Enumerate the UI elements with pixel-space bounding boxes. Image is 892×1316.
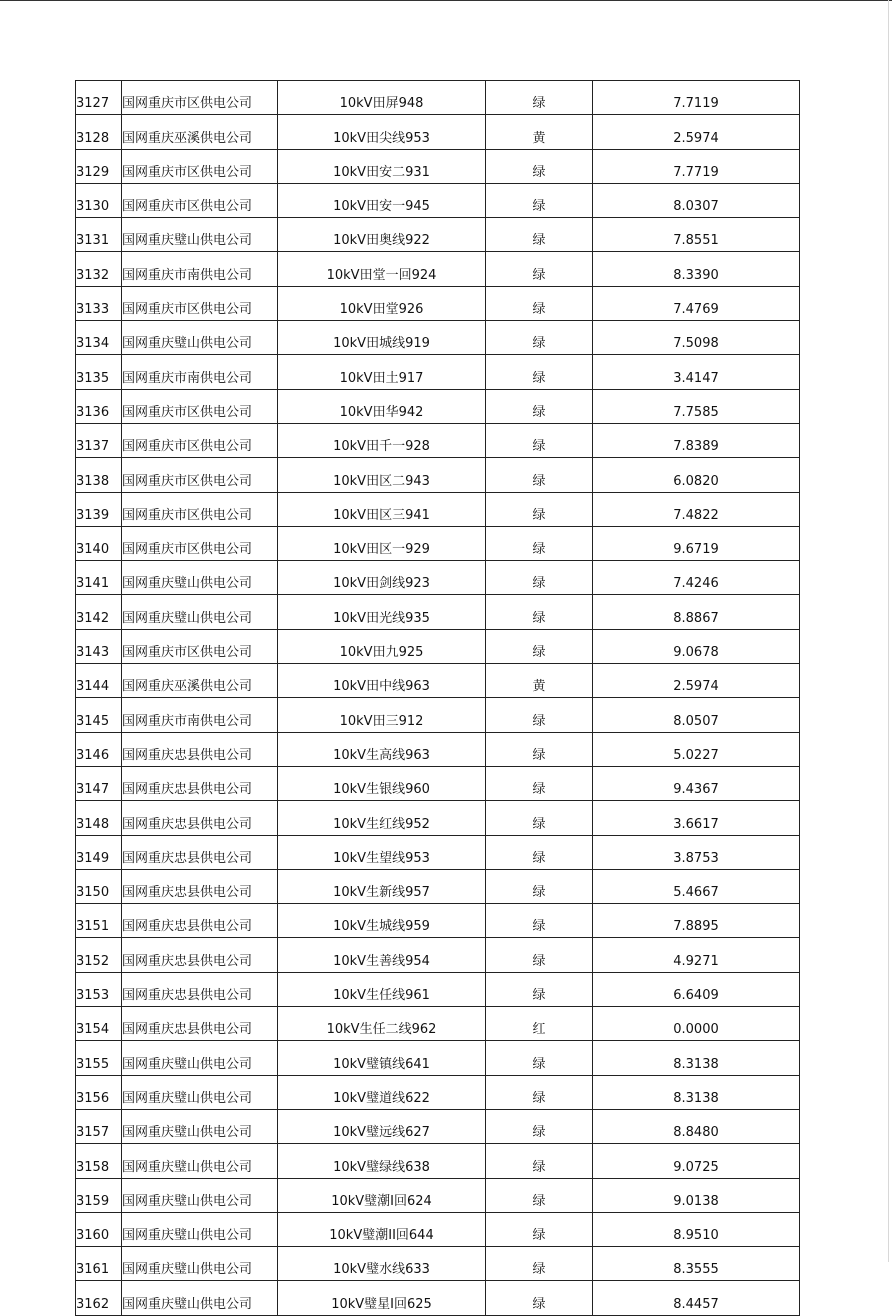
company-cell: 国网重庆忠县供电公司 bbox=[122, 972, 278, 1006]
line-name-cell: 10kV璧潮I回624 bbox=[278, 1178, 486, 1212]
value-cell: 6.0820 bbox=[593, 458, 800, 492]
row-id-cell: 3138 bbox=[76, 458, 122, 492]
table-row bbox=[76, 355, 800, 389]
table-row bbox=[76, 629, 800, 663]
company-cell: 国网重庆璧山供电公司 bbox=[122, 1178, 278, 1212]
company-cell: 国网重庆忠县供电公司 bbox=[122, 732, 278, 766]
row-id-cell: 3132 bbox=[76, 252, 122, 286]
company-cell: 国网重庆忠县供电公司 bbox=[122, 801, 278, 835]
row-id-cell: 3152 bbox=[76, 938, 122, 972]
table-row bbox=[76, 81, 800, 115]
table-row bbox=[76, 664, 800, 698]
page-top-border bbox=[0, 0, 892, 1]
table-row bbox=[76, 492, 800, 526]
status-cell: 绿 bbox=[486, 869, 593, 903]
row-id-cell: 3156 bbox=[76, 1075, 122, 1109]
status-cell: 绿 bbox=[486, 766, 593, 800]
table-row bbox=[76, 1247, 800, 1281]
status-cell: 绿 bbox=[486, 183, 593, 217]
company-cell: 国网重庆璧山供电公司 bbox=[122, 1109, 278, 1143]
company-cell: 国网重庆巫溪供电公司 bbox=[122, 664, 278, 698]
line-name-cell: 10kV田土917 bbox=[278, 355, 486, 389]
table-row bbox=[76, 1109, 800, 1143]
row-id-cell: 3157 bbox=[76, 1109, 122, 1143]
value-cell: 8.3390 bbox=[593, 252, 800, 286]
line-name-cell: 10kV田区二943 bbox=[278, 458, 486, 492]
value-cell: 8.3138 bbox=[593, 1075, 800, 1109]
table-row bbox=[76, 423, 800, 457]
row-id-cell: 3149 bbox=[76, 835, 122, 869]
table-row bbox=[76, 972, 800, 1006]
company-cell: 国网重庆市南供电公司 bbox=[122, 698, 278, 732]
row-id-cell: 3154 bbox=[76, 1007, 122, 1041]
line-name-cell: 10kV田安一945 bbox=[278, 183, 486, 217]
value-cell: 8.8867 bbox=[593, 595, 800, 629]
status-cell: 绿 bbox=[486, 595, 593, 629]
table-row bbox=[76, 183, 800, 217]
line-name-cell: 10kV田区三941 bbox=[278, 492, 486, 526]
status-cell: 绿 bbox=[486, 1178, 593, 1212]
company-cell: 国网重庆璧山供电公司 bbox=[122, 321, 278, 355]
row-id-cell: 3141 bbox=[76, 561, 122, 595]
status-cell: 黄 bbox=[486, 664, 593, 698]
status-cell: 绿 bbox=[486, 629, 593, 663]
value-cell: 2.5974 bbox=[593, 664, 800, 698]
value-cell: 6.6409 bbox=[593, 972, 800, 1006]
value-cell: 5.0227 bbox=[593, 732, 800, 766]
line-name-cell: 10kV生红线952 bbox=[278, 801, 486, 835]
table-row bbox=[76, 1075, 800, 1109]
company-cell: 国网重庆璧山供电公司 bbox=[122, 595, 278, 629]
line-name-cell: 10kV田城线919 bbox=[278, 321, 486, 355]
row-id-cell: 3128 bbox=[76, 115, 122, 149]
line-name-cell: 10kV生善线954 bbox=[278, 938, 486, 972]
row-id-cell: 3131 bbox=[76, 218, 122, 252]
value-cell: 7.7719 bbox=[593, 149, 800, 183]
company-cell: 国网重庆忠县供电公司 bbox=[122, 1007, 278, 1041]
row-id-cell: 3153 bbox=[76, 972, 122, 1006]
table-row bbox=[76, 595, 800, 629]
row-id-cell: 3161 bbox=[76, 1247, 122, 1281]
table-row bbox=[76, 698, 800, 732]
company-cell: 国网重庆忠县供电公司 bbox=[122, 835, 278, 869]
value-cell: 9.4367 bbox=[593, 766, 800, 800]
line-name-cell: 10kV田屏948 bbox=[278, 81, 486, 115]
line-name-cell: 10kV田安二931 bbox=[278, 149, 486, 183]
status-cell: 绿 bbox=[486, 972, 593, 1006]
row-id-cell: 3139 bbox=[76, 492, 122, 526]
company-cell: 国网重庆璧山供电公司 bbox=[122, 1144, 278, 1178]
table-row bbox=[76, 869, 800, 903]
status-cell: 绿 bbox=[486, 1144, 593, 1178]
data-table bbox=[75, 80, 800, 1316]
value-cell: 7.4769 bbox=[593, 286, 800, 320]
table-row bbox=[76, 389, 800, 423]
value-cell: 8.0307 bbox=[593, 183, 800, 217]
value-cell: 4.9271 bbox=[593, 938, 800, 972]
status-cell: 绿 bbox=[486, 904, 593, 938]
table-row bbox=[76, 321, 800, 355]
row-id-cell: 3147 bbox=[76, 766, 122, 800]
table-row bbox=[76, 1212, 800, 1246]
value-cell: 9.0725 bbox=[593, 1144, 800, 1178]
company-cell: 国网重庆忠县供电公司 bbox=[122, 904, 278, 938]
value-cell: 7.4246 bbox=[593, 561, 800, 595]
status-cell: 绿 bbox=[486, 458, 593, 492]
line-name-cell: 10kV璧绿线638 bbox=[278, 1144, 486, 1178]
table-row bbox=[76, 732, 800, 766]
page-right-border bbox=[888, 0, 889, 1262]
status-cell: 绿 bbox=[486, 492, 593, 526]
company-cell: 国网重庆市区供电公司 bbox=[122, 629, 278, 663]
value-cell: 8.3138 bbox=[593, 1041, 800, 1075]
line-name-cell: 10kV田华942 bbox=[278, 389, 486, 423]
row-id-cell: 3145 bbox=[76, 698, 122, 732]
company-cell: 国网重庆市区供电公司 bbox=[122, 492, 278, 526]
line-name-cell: 10kV璧镇线641 bbox=[278, 1041, 486, 1075]
line-name-cell: 10kV田堂一回924 bbox=[278, 252, 486, 286]
status-cell: 绿 bbox=[486, 81, 593, 115]
table-row bbox=[76, 252, 800, 286]
status-cell: 绿 bbox=[486, 218, 593, 252]
value-cell: 8.8480 bbox=[593, 1109, 800, 1143]
company-cell: 国网重庆璧山供电公司 bbox=[122, 1247, 278, 1281]
line-name-cell: 10kV璧远线627 bbox=[278, 1109, 486, 1143]
line-name-cell: 10kV生任线961 bbox=[278, 972, 486, 1006]
row-id-cell: 3142 bbox=[76, 595, 122, 629]
company-cell: 国网重庆璧山供电公司 bbox=[122, 1041, 278, 1075]
row-id-cell: 3150 bbox=[76, 869, 122, 903]
line-name-cell: 10kV生望线953 bbox=[278, 835, 486, 869]
company-cell: 国网重庆市南供电公司 bbox=[122, 355, 278, 389]
company-cell: 国网重庆市南供电公司 bbox=[122, 252, 278, 286]
line-name-cell: 10kV生高线963 bbox=[278, 732, 486, 766]
line-name-cell: 10kV田剑线923 bbox=[278, 561, 486, 595]
status-cell: 绿 bbox=[486, 698, 593, 732]
table-row bbox=[76, 766, 800, 800]
company-cell: 国网重庆市区供电公司 bbox=[122, 389, 278, 423]
row-id-cell: 3148 bbox=[76, 801, 122, 835]
row-id-cell: 3140 bbox=[76, 526, 122, 560]
row-id-cell: 3151 bbox=[76, 904, 122, 938]
line-name-cell: 10kV璧道线622 bbox=[278, 1075, 486, 1109]
value-cell: 5.4667 bbox=[593, 869, 800, 903]
line-name-cell: 10kV璧潮II回644 bbox=[278, 1212, 486, 1246]
line-name-cell: 10kV田千一928 bbox=[278, 423, 486, 457]
value-cell: 8.3555 bbox=[593, 1247, 800, 1281]
company-cell: 国网重庆璧山供电公司 bbox=[122, 1075, 278, 1109]
status-cell: 绿 bbox=[486, 561, 593, 595]
row-id-cell: 3155 bbox=[76, 1041, 122, 1075]
company-cell: 国网重庆忠县供电公司 bbox=[122, 869, 278, 903]
value-cell: 9.6719 bbox=[593, 526, 800, 560]
status-cell: 绿 bbox=[486, 1281, 593, 1315]
row-id-cell: 3137 bbox=[76, 423, 122, 457]
line-name-cell: 10kV璧星I回625 bbox=[278, 1281, 486, 1315]
value-cell: 3.8753 bbox=[593, 835, 800, 869]
company-cell: 国网重庆璧山供电公司 bbox=[122, 561, 278, 595]
row-id-cell: 3144 bbox=[76, 664, 122, 698]
line-name-cell: 10kV生任二线962 bbox=[278, 1007, 486, 1041]
row-id-cell: 3136 bbox=[76, 389, 122, 423]
row-id-cell: 3130 bbox=[76, 183, 122, 217]
table-row bbox=[76, 1007, 800, 1041]
company-cell: 国网重庆市区供电公司 bbox=[122, 149, 278, 183]
status-cell: 绿 bbox=[486, 835, 593, 869]
table-row bbox=[76, 835, 800, 869]
value-cell: 3.6617 bbox=[593, 801, 800, 835]
table-row bbox=[76, 115, 800, 149]
status-cell: 绿 bbox=[486, 526, 593, 560]
value-cell: 3.4147 bbox=[593, 355, 800, 389]
row-id-cell: 3135 bbox=[76, 355, 122, 389]
row-id-cell: 3134 bbox=[76, 321, 122, 355]
line-name-cell: 10kV生银线960 bbox=[278, 766, 486, 800]
table-row bbox=[76, 938, 800, 972]
value-cell: 7.7119 bbox=[593, 81, 800, 115]
row-id-cell: 3162 bbox=[76, 1281, 122, 1315]
status-cell: 绿 bbox=[486, 938, 593, 972]
company-cell: 国网重庆市区供电公司 bbox=[122, 458, 278, 492]
table-body bbox=[76, 81, 800, 1316]
company-cell: 国网重庆市区供电公司 bbox=[122, 286, 278, 320]
company-cell: 国网重庆忠县供电公司 bbox=[122, 938, 278, 972]
line-name-cell: 10kV田三912 bbox=[278, 698, 486, 732]
status-cell: 绿 bbox=[486, 423, 593, 457]
table-row bbox=[76, 286, 800, 320]
status-cell: 绿 bbox=[486, 1041, 593, 1075]
company-cell: 国网重庆市区供电公司 bbox=[122, 81, 278, 115]
company-cell: 国网重庆璧山供电公司 bbox=[122, 218, 278, 252]
status-cell: 绿 bbox=[486, 1075, 593, 1109]
value-cell: 7.7585 bbox=[593, 389, 800, 423]
row-id-cell: 3158 bbox=[76, 1144, 122, 1178]
status-cell: 绿 bbox=[486, 1212, 593, 1246]
row-id-cell: 3127 bbox=[76, 81, 122, 115]
status-cell: 绿 bbox=[486, 321, 593, 355]
line-name-cell: 10kV田堂926 bbox=[278, 286, 486, 320]
table-row bbox=[76, 1041, 800, 1075]
row-id-cell: 3143 bbox=[76, 629, 122, 663]
status-cell: 绿 bbox=[486, 149, 593, 183]
table-row bbox=[76, 458, 800, 492]
value-cell: 2.5974 bbox=[593, 115, 800, 149]
line-name-cell: 10kV璧水线633 bbox=[278, 1247, 486, 1281]
row-id-cell: 3160 bbox=[76, 1212, 122, 1246]
status-cell: 绿 bbox=[486, 389, 593, 423]
line-name-cell: 10kV生城线959 bbox=[278, 904, 486, 938]
line-name-cell: 10kV生新线957 bbox=[278, 869, 486, 903]
table-row bbox=[76, 801, 800, 835]
value-cell: 9.0678 bbox=[593, 629, 800, 663]
company-cell: 国网重庆璧山供电公司 bbox=[122, 1281, 278, 1315]
status-cell: 绿 bbox=[486, 801, 593, 835]
value-cell: 7.8551 bbox=[593, 218, 800, 252]
line-name-cell: 10kV田尖线953 bbox=[278, 115, 486, 149]
table-row bbox=[76, 1281, 800, 1315]
row-id-cell: 3159 bbox=[76, 1178, 122, 1212]
table-row bbox=[76, 218, 800, 252]
table-row bbox=[76, 1178, 800, 1212]
value-cell: 8.4457 bbox=[593, 1281, 800, 1315]
value-cell: 7.5098 bbox=[593, 321, 800, 355]
value-cell: 7.4822 bbox=[593, 492, 800, 526]
table-row bbox=[76, 561, 800, 595]
status-cell: 绿 bbox=[486, 286, 593, 320]
status-cell: 绿 bbox=[486, 1109, 593, 1143]
line-name-cell: 10kV田光线935 bbox=[278, 595, 486, 629]
value-cell: 8.0507 bbox=[593, 698, 800, 732]
status-cell: 红 bbox=[486, 1007, 593, 1041]
value-cell: 7.8389 bbox=[593, 423, 800, 457]
line-name-cell: 10kV田区一929 bbox=[278, 526, 486, 560]
row-id-cell: 3129 bbox=[76, 149, 122, 183]
value-cell: 8.9510 bbox=[593, 1212, 800, 1246]
value-cell: 9.0138 bbox=[593, 1178, 800, 1212]
company-cell: 国网重庆市区供电公司 bbox=[122, 526, 278, 560]
company-cell: 国网重庆忠县供电公司 bbox=[122, 766, 278, 800]
value-cell: 7.8895 bbox=[593, 904, 800, 938]
value-cell: 0.0000 bbox=[593, 1007, 800, 1041]
line-name-cell: 10kV田奥线922 bbox=[278, 218, 486, 252]
status-cell: 绿 bbox=[486, 732, 593, 766]
company-cell: 国网重庆巫溪供电公司 bbox=[122, 115, 278, 149]
status-cell: 绿 bbox=[486, 1247, 593, 1281]
company-cell: 国网重庆市区供电公司 bbox=[122, 423, 278, 457]
status-cell: 黄 bbox=[486, 115, 593, 149]
table-row bbox=[76, 149, 800, 183]
table-row bbox=[76, 526, 800, 560]
line-name-cell: 10kV田中线963 bbox=[278, 664, 486, 698]
row-id-cell: 3146 bbox=[76, 732, 122, 766]
status-cell: 绿 bbox=[486, 252, 593, 286]
line-name-cell: 10kV田九925 bbox=[278, 629, 486, 663]
company-cell: 国网重庆璧山供电公司 bbox=[122, 1212, 278, 1246]
row-id-cell: 3133 bbox=[76, 286, 122, 320]
company-cell: 国网重庆市区供电公司 bbox=[122, 183, 278, 217]
status-cell: 绿 bbox=[486, 355, 593, 389]
table-row bbox=[76, 1144, 800, 1178]
table-row bbox=[76, 904, 800, 938]
